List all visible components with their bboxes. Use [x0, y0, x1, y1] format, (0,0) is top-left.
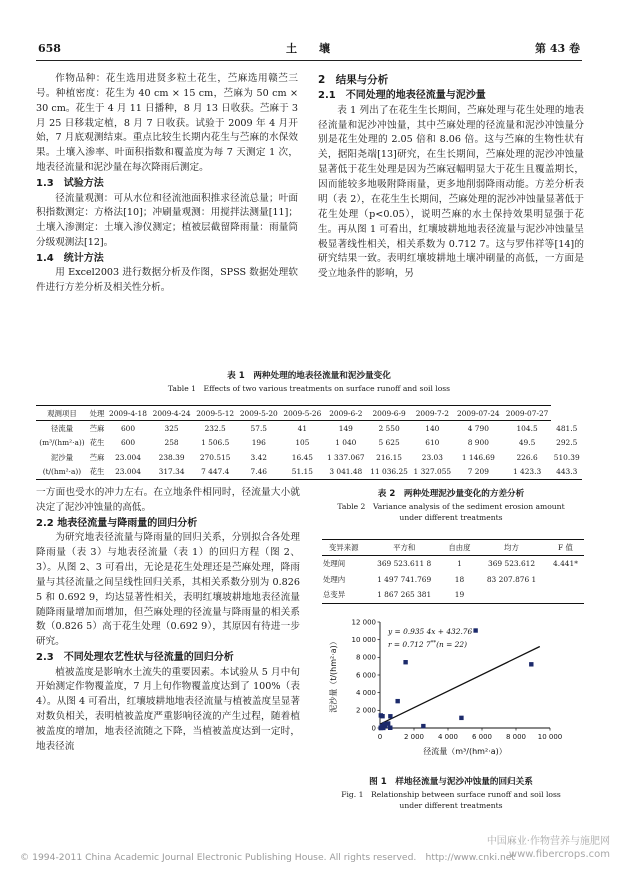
table1-date: 2009-5-12: [193, 406, 237, 421]
table1-date: 2009-7-2: [411, 406, 454, 421]
y-axis-label: 泥沙量（t/(hm²·a)）: [329, 637, 338, 713]
table2-cell: 369 523.611 8: [377, 559, 432, 569]
table1-value-cell: 481.5: [556, 423, 578, 433]
table2-header: F 值: [547, 540, 584, 556]
y-tick-label: 10 000: [351, 636, 376, 645]
table1-date: 2009-6-2: [324, 406, 367, 421]
figure-1-scatter-chart: [318, 614, 586, 770]
r-significance: **: [430, 640, 437, 646]
table1-value-cell: 1 040: [335, 438, 357, 448]
data-point: [388, 726, 392, 730]
paragraph-coverage: 植被盖度是影响水土流失的重要因素。本试验从 5 月中旬开始测定作物覆盖度，7 月上旬作物覆盖度达到了 100%（表 4）。从图 4 可看出，红壤坡耕地地表径流量与植被盖度呈显著对数负相关，表明植被盖度严重影响径流的产生过程，随着植被盖度的增加，地表径流随之下降，当植被盖度达到一定时，地表径流: [36, 666, 300, 752]
left-column-top: [36, 72, 298, 296]
table1-value-cell: 23.03: [421, 452, 443, 462]
table1-row: [36, 436, 582, 450]
table2-row: [322, 556, 584, 572]
table2-row: [322, 587, 584, 603]
header-rule: [36, 60, 582, 61]
data-point: [379, 713, 383, 717]
table1-value-cell: 1 506.5: [201, 438, 230, 448]
table1-value-cell: 1 146.69: [461, 452, 495, 462]
table1-value-cell: 600: [120, 423, 136, 433]
table1-date: 2009-07-27: [503, 406, 552, 421]
y-tick-label: 8 000: [355, 653, 376, 662]
x-tick-label: 0: [377, 733, 383, 741]
heading-1-4: 1.4 统计方法: [36, 252, 104, 264]
table1-treat-cell: 花生: [88, 465, 106, 480]
table1-value-cell: 149: [338, 423, 353, 433]
table1-value-cell: 7 447.4: [193, 465, 237, 480]
table-2: [322, 539, 584, 604]
table1-value-cell: 226.6: [516, 452, 538, 462]
regression-line: [380, 647, 540, 725]
table2-caption-en2: under different treatments: [399, 513, 503, 523]
table1-date: 2009-6-9: [367, 406, 410, 421]
table1-value-cell: 317.34: [150, 465, 194, 480]
data-point: [421, 724, 425, 728]
page-number: 658: [38, 42, 61, 55]
table1-value-cell: 270.515: [199, 452, 231, 462]
watermark: [487, 836, 610, 861]
table2-cell: 处理内: [323, 574, 346, 584]
table1-value-cell: 1 423.3: [503, 465, 552, 480]
heading-2: 2 结果与分析: [318, 74, 389, 86]
table1-treat-cell: 苎麻: [89, 423, 105, 433]
journal-name: 土 壤: [286, 42, 330, 55]
table1-value-cell: 325: [164, 423, 179, 433]
heading-2-2: 2.2 地表径流量与降雨量的回归分析: [36, 517, 198, 529]
table1-col-item: 观测项目: [36, 406, 88, 421]
table2-cell: 1: [457, 559, 462, 569]
table1-value-cell: 16.45: [291, 452, 313, 462]
table1-value-cell: 600: [120, 438, 136, 448]
data-point: [383, 722, 387, 726]
table2-header: 均方: [476, 540, 547, 556]
data-point: [529, 662, 533, 666]
heading-1-3: 1.3 试验方法: [36, 178, 104, 190]
table2-cell: 处理间: [323, 559, 346, 569]
table2-cell: 1 867 265 381: [366, 587, 443, 603]
table2-cell: 369 523.612: [488, 559, 536, 569]
copyright-footer: © 1994-2011 China Academic Journal Electronic Publishing House. All rights reserved. http://www.cnki.net: [20, 852, 516, 863]
table1-caption-en: Table 1 Effects of two various treatments on surface runoff and soil loss: [167, 383, 451, 393]
table2-header: 平方和: [366, 540, 443, 556]
y-tick-label: 4 000: [355, 689, 376, 698]
right-column-top: [318, 72, 584, 282]
table1-value-cell: 510.39: [553, 452, 580, 462]
data-point: [473, 628, 477, 632]
x-tick-label: 10 000: [537, 733, 563, 741]
y-tick-label: 6 000: [355, 671, 376, 680]
table1-value-cell: 7 209: [454, 465, 503, 480]
table1-value-cell: 57.5: [250, 423, 268, 433]
table1-value-cell: 23.004: [106, 465, 150, 480]
table-1: [36, 405, 582, 480]
table1-value-cell: 8 900: [467, 438, 489, 448]
data-point: [388, 714, 392, 718]
volume-label: 第 43 卷: [535, 42, 580, 55]
table1-value-cell: 41: [297, 423, 308, 433]
r-value: r = 0.712 7: [388, 640, 431, 649]
x-tick-label: 2 000: [403, 733, 425, 741]
y-tick-label: 2 000: [355, 706, 376, 715]
table1-date: 2009-07-24: [454, 406, 503, 421]
equation-label: y = 0.935 4x + 432.76: [388, 627, 473, 636]
correlation-label: [388, 640, 467, 649]
table1-row: [36, 450, 582, 464]
table2-cell: [547, 587, 584, 603]
table1-value-cell: 3 041.48: [324, 465, 367, 480]
table2-cell: 1 497 741.769: [377, 574, 432, 584]
table1-value-cell: 196: [251, 438, 266, 448]
heading-2-1: 2.1 不同处理的地表径流量与泥沙量: [318, 90, 486, 102]
table1-value-cell: 232.5: [204, 423, 226, 433]
table1-value-cell: 1 327.055: [411, 465, 454, 480]
table1-value-cell: 2 550: [378, 423, 400, 433]
paragraph-continued: 一方面也受水的冲力左右。在立地条件相同时，径流量大小就决定了泥沙冲蚀量的高低。: [36, 487, 300, 513]
table1-caption: [36, 370, 582, 394]
table2-cell: [476, 587, 547, 603]
table2-caption-cn: 表 2 两种处理泥沙量变化的方差分析: [377, 489, 525, 499]
table1-value-cell: 23.004: [115, 452, 141, 462]
left-column-bottom: [36, 486, 300, 755]
x-tick-label: 6 000: [471, 733, 493, 741]
table1-row: [36, 465, 582, 480]
table1-row: [36, 421, 582, 436]
data-point: [403, 660, 407, 664]
table1-item-cell: 径流量: [50, 423, 74, 433]
x-tick-label: 4 000: [437, 733, 459, 741]
table2-cell: 总变异: [322, 587, 366, 603]
table1-item-cell: (t/(hm²·a)): [36, 465, 88, 480]
table1-value-cell: 51.15: [281, 465, 325, 480]
table1-value-cell: 238.39: [158, 452, 185, 462]
table2-header: 自由度: [443, 540, 476, 556]
table1-value-cell: 5 625: [378, 438, 400, 448]
table1-date: 2009-5-26: [281, 406, 325, 421]
data-point: [395, 699, 399, 703]
table1-value-cell: 7.46: [237, 465, 281, 480]
table2-header: 变异来源: [322, 540, 366, 556]
figure1-caption-en1: Fig. 1 Relationship between surface runoff and soil loss: [341, 789, 561, 799]
table1-value-cell: 140: [425, 423, 440, 433]
table2-cell: 18: [454, 574, 465, 584]
table2-cell: 83 207.876 1: [486, 574, 537, 584]
data-point: [459, 716, 463, 720]
watermark-line1: 中国麻业·作物营养与施肥网: [486, 836, 610, 847]
figure1-caption-en2: under different treatments: [399, 801, 503, 811]
table1-value-cell: 216.15: [376, 452, 402, 462]
y-tick-label: 12 000: [351, 618, 376, 627]
table1-col-treat: 处理: [88, 406, 106, 421]
table2-caption-en1: Table 2 Variance analysis of the sediment erosion amount: [337, 501, 565, 511]
table1-treat-cell: 花生: [89, 438, 105, 448]
table1-date: 2009-5-20: [237, 406, 281, 421]
table2-caption: [318, 488, 584, 524]
heading-2-3: 2.3 不同处理农艺性状与径流量的回归分析: [36, 652, 234, 664]
table1-header-row: [36, 406, 582, 421]
table1-value-cell: 258: [164, 438, 179, 448]
n-count: (n = 22): [436, 640, 467, 649]
paragraph-methods: 径流量观测：可从水位和径流池面积推求径流总量；叶面积指数测定：方格法[10]；冲刷量观测：用搅拌法测量[11]；土壤入渗测定：土壤入渗仪测定；植被层截留降雨量：雨量筒分级观测法[12]。: [36, 192, 298, 249]
y-tick-label: 0: [371, 724, 376, 733]
paragraph-crops: 作物品种：花生选用进贤多粒土花生，苎麻选用赣苎三号。种植密度：花生为 40 cm × 15 cm，苎麻为 50 cm × 30 cm。花生于 4 月 11 日播种，8 月 13 日收获。苎麻于 3 月 25 日移栽定植，8 月 7 日收获。试验于 2009 年 4 月开始，7 月底观测结束。重点比较生长期内花生与苎麻的水保效果。土壤入渗率、叶面积指数和覆盖度为每 7 天测定 1 次，地表径流量和泥沙量在每次降雨后测定。: [36, 73, 298, 174]
table1-date: 2009-4-24: [150, 406, 194, 421]
table1-item-cell: (m³/(hm²·a)): [39, 438, 85, 448]
table1-value-cell: 104.5: [516, 423, 538, 433]
table2-row: [322, 572, 584, 587]
table1-value-cell: 49.5: [518, 438, 536, 448]
figure1-caption: [318, 776, 584, 812]
table1-item-cell: 泥沙量: [50, 452, 74, 462]
paragraph-stats: 用 Excel2003 进行数据分析及作图，SPSS 数据处理软件进行方差分析及相关性分析。: [36, 267, 298, 294]
table1-value-cell: 3.42: [250, 452, 268, 462]
table1-date: 2009-4-18: [106, 406, 150, 421]
figure1-caption-cn: 图 1 样地径流量与泥沙冲蚀量的回归关系: [369, 777, 533, 787]
table1-value-cell: 443.3: [551, 465, 582, 480]
table2-cell: 4.441*: [553, 559, 578, 569]
watermark-line2: www.fibercrops.com: [508, 848, 610, 860]
x-tick-label: 8 000: [505, 733, 527, 741]
paragraph-results: 表 1 列出了在花生生长期间，苎麻处理与花生处理的地表径流量和泥沙冲蚀量，其中苎麻处理的径流量和泥沙冲蚀量分别是花生处理的 2.05 倍和 8.06 倍。这与苎麻的生物性状有关，据阳尧端[13]研究，在生长期间，苎麻处理的泥沙冲蚀量显著低于花生处理是因为苎麻冠幅明显大于花生且覆盖期长，因而能较多地吸附降雨量，更多地削弱降雨动能。方差分析表明（表 2），在花生生长期间，苎麻处理的泥沙冲蚀量显著低于花生处理（p<0.05），说明苎麻的水土保持效果明显强于花生。再从图 1 可看出，红壤坡耕地地表径流量与泥沙冲蚀量呈极显著线性相关，相关系数为 0.712 7。这与罗伟祥等[14]的研究结果一致。表明红壤坡耕地土壤冲刷量的高低，一方面是受立地条件的影响，另: [318, 104, 584, 280]
table1-treat-cell: 苎麻: [89, 452, 105, 462]
table1-value-cell: 11 036.25: [367, 465, 410, 480]
table1-value-cell: 610: [425, 438, 440, 448]
x-axis-label: 径流量（m³/(hm²·a)）: [423, 747, 507, 756]
table2-header-row: [322, 540, 584, 556]
table2-cell: 19: [443, 587, 476, 603]
table1-caption-cn: 表 1 两种处理的地表径流量和泥沙量变化: [227, 371, 391, 381]
table2-cell: [547, 572, 584, 587]
paragraph-regression: 为研究地表径流量与降雨量的回归关系，分别拟合各处理降雨量（表 3）与地表径流量（表 1）的回归方程（图 2、3）。从图 2、3 可看出，无论是花生处理还是苎麻处理，降雨量与其径流量之间呈线性回归关系，其相关系数分别为 0.826 5 和 0.692 9，均达显著性相关，表明红壤坡耕地地表径流量随降雨量增加而增加，但苎麻处理的径流量与降雨量的相关系数（0.826 5）高于花生处理（0.692 9），其原因有待进一步研究。: [36, 532, 300, 648]
table1-value-cell: 4 790: [467, 423, 489, 433]
table1-value-cell: 1 337.067: [326, 452, 365, 462]
table1-value-cell: 105: [295, 438, 310, 448]
table1-value-cell: 292.5: [556, 438, 578, 448]
